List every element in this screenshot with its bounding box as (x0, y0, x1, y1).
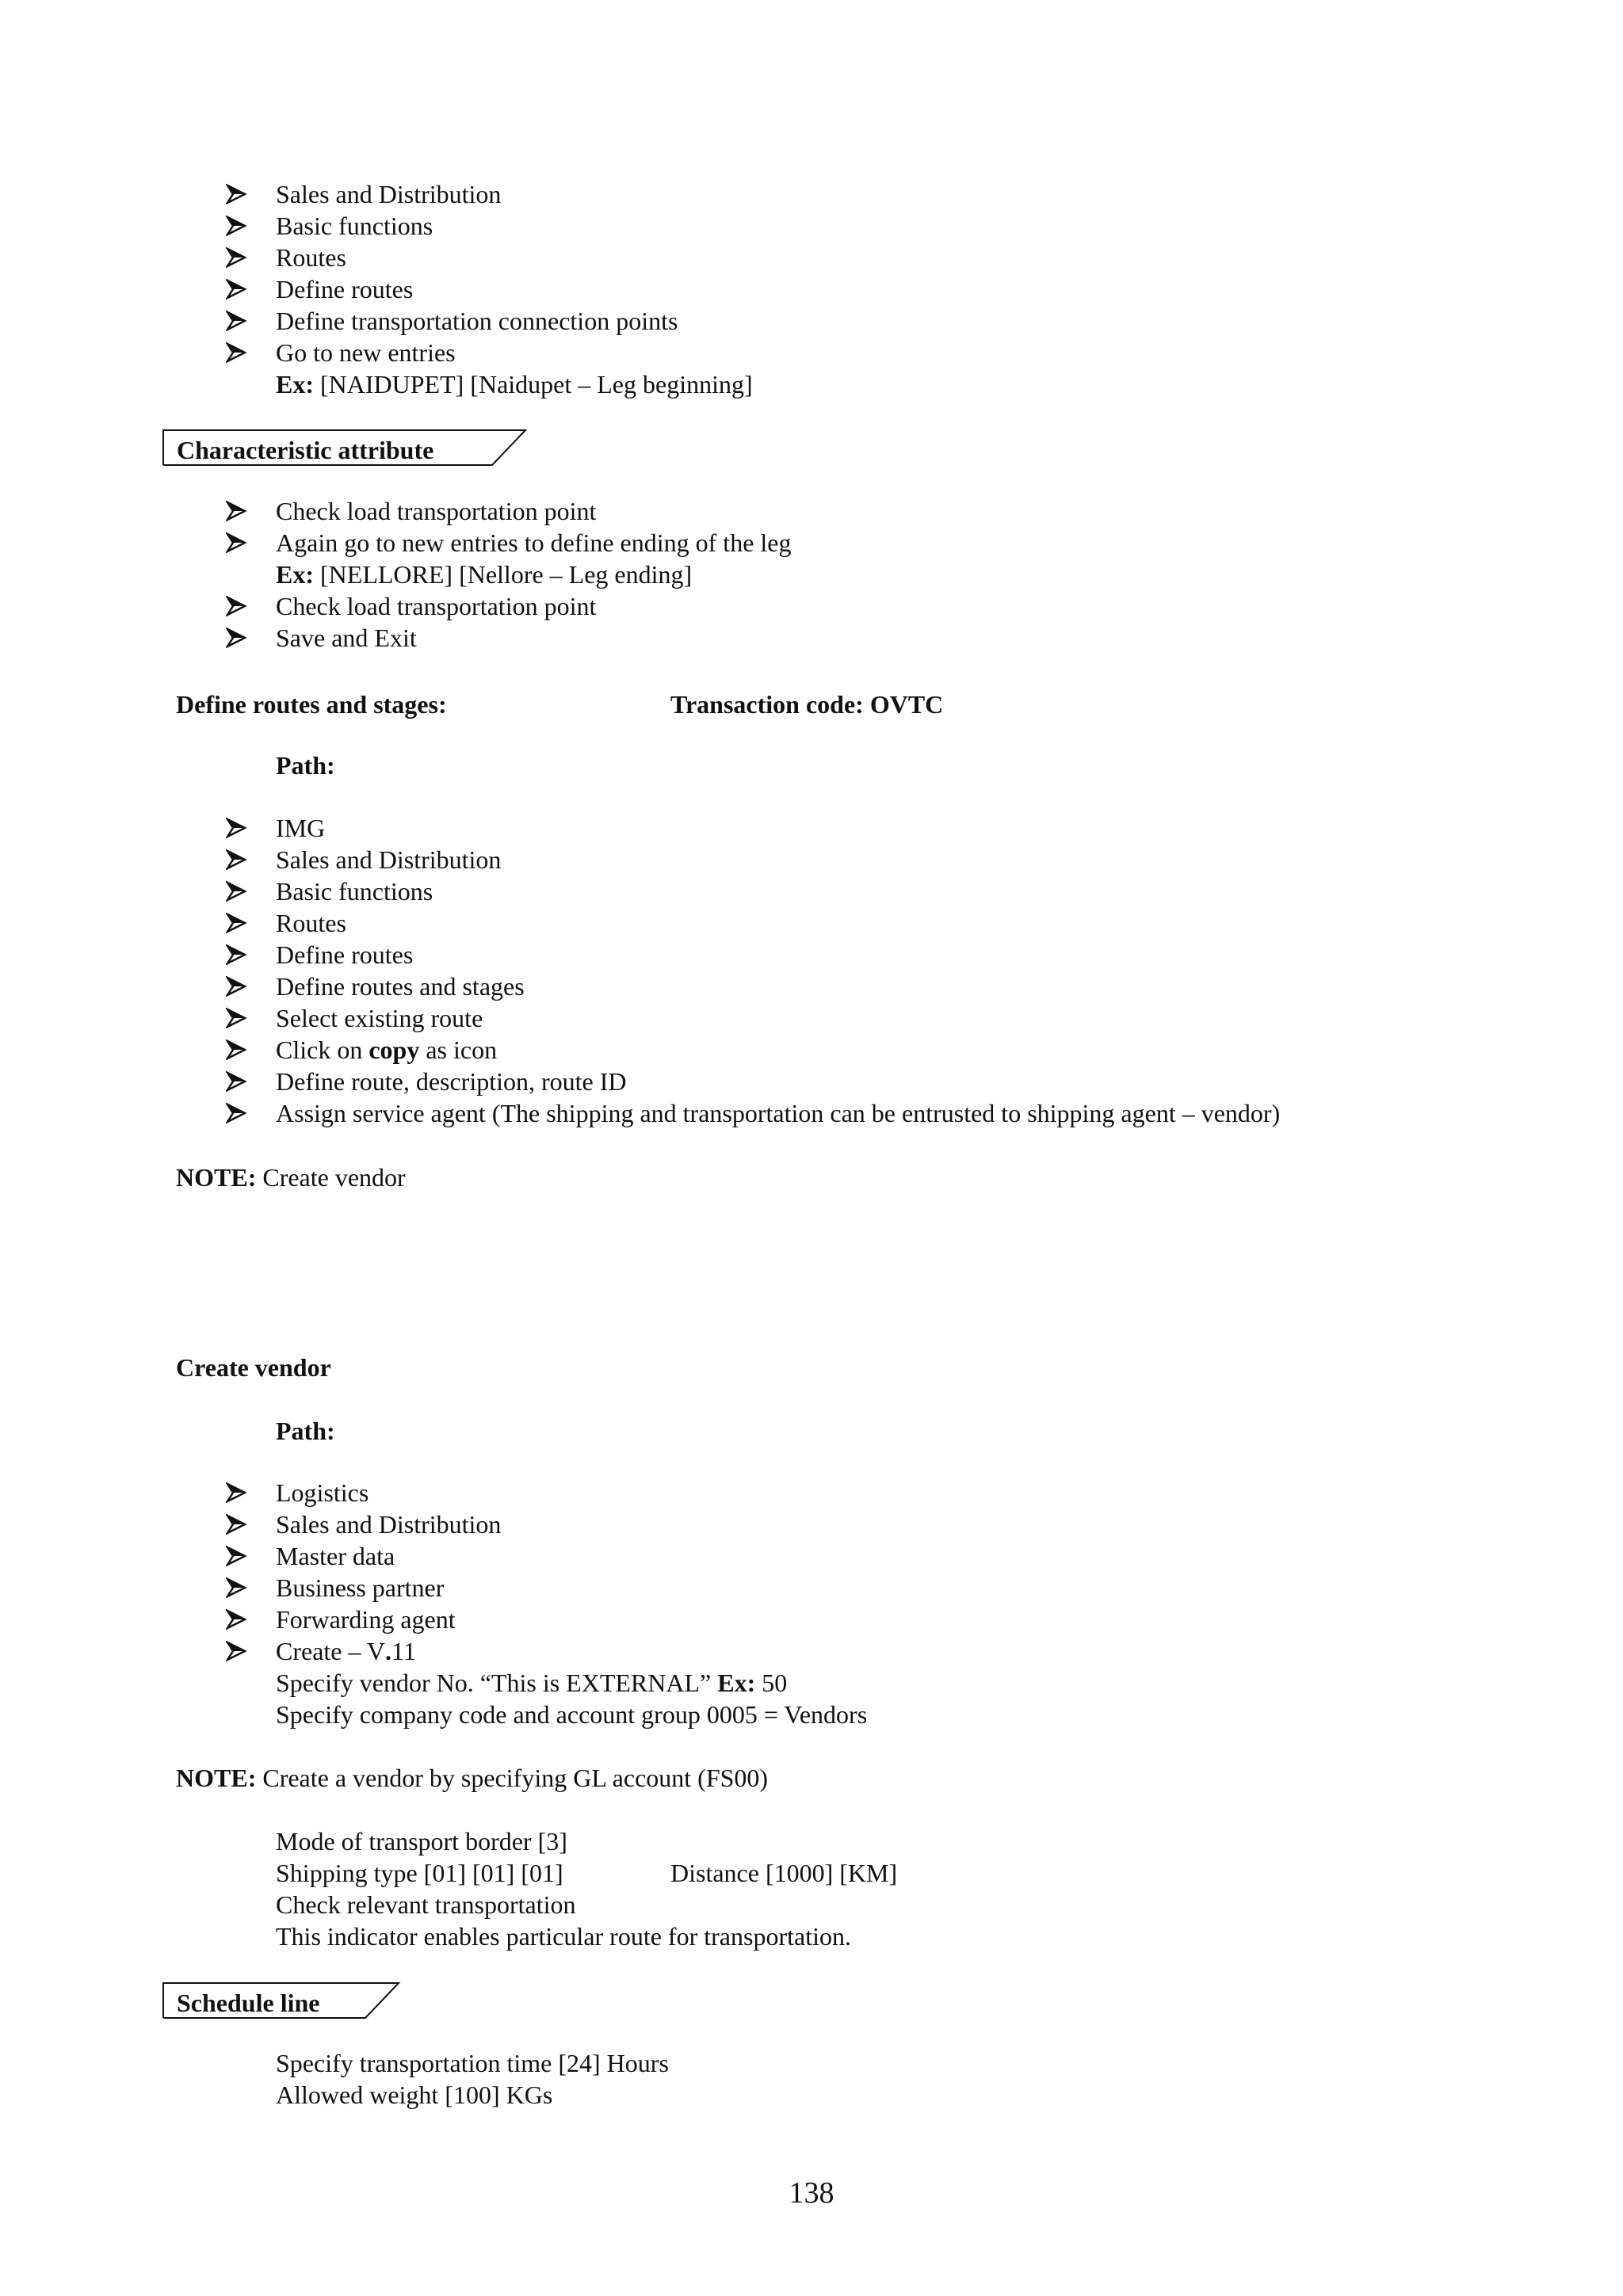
bullet-arrow-icon (226, 1641, 246, 1661)
bullet-arrow-icon (226, 849, 246, 870)
shipping-type: Shipping type [01] [01] [01] (276, 1859, 563, 1887)
bullet-arrow-icon (226, 247, 246, 268)
vendor-number-line: Specify vendor No. “This is EXTERNAL” Ex: 50 (276, 1669, 788, 1697)
bullet-arrow-icon (226, 342, 246, 363)
path-label: Path: (276, 751, 335, 780)
check-relevant-transportation: Check relevant transportation (276, 1890, 576, 1919)
list-item: IMG (276, 814, 326, 842)
list-item-click-copy: Click on copy as icon (276, 1035, 498, 1064)
bullet-arrow-icon (226, 184, 246, 204)
list-item: Logistics (276, 1478, 369, 1507)
allowed-weight: Allowed weight [100] KGs (276, 2081, 553, 2109)
company-code-line: Specify company code and account group 0005 = Vendors (276, 1700, 868, 1729)
bullet-arrow-icon (226, 215, 246, 236)
note-gl-account: NOTE: Create a vendor by specifying GL account (FS00) (176, 1764, 769, 1792)
list-item: Sales and Distribution (276, 1510, 502, 1539)
transportation-time: Specify transportation time [24] Hours (276, 2049, 669, 2077)
list-item: Check load transportation point (276, 497, 597, 525)
section-title-define-routes: Define routes and stages: (176, 690, 447, 719)
bullet-arrow-icon (226, 818, 246, 838)
bullet-arrow-icon (226, 279, 246, 299)
list-item: Define routes (276, 940, 414, 969)
indicator-description: This indicator enables particular route for transportation. (276, 1922, 851, 1951)
bullet-arrow-icon (226, 1514, 246, 1535)
page-number: 138 (789, 2176, 834, 2210)
distance: Distance [1000] [KM] (670, 1859, 898, 1887)
list-item: Again go to new entries to define ending of the leg (276, 528, 792, 557)
list-item: Check load transportation point (276, 592, 597, 620)
path-label: Path: (276, 1417, 335, 1445)
list-item: Sales and Distribution (276, 180, 502, 208)
bullet-arrow-icon (226, 1609, 246, 1630)
list-item: Basic functions (276, 212, 433, 240)
bullet-arrow-icon (226, 501, 246, 521)
section-tag-schedule-line: Schedule line (162, 1982, 400, 2019)
list-item: Forwarding agent (276, 1605, 456, 1634)
list-item: Routes (276, 909, 346, 937)
bullet-arrow-icon (226, 596, 246, 616)
list-item: Assign service agent (The shipping and transportation can be entrusted to shipping agent – vendor) (276, 1099, 1281, 1127)
example-leg-beginning: Ex: [NAIDUPET] [Naidupet – Leg beginning] (276, 370, 753, 399)
bullet-arrow-icon (226, 1482, 246, 1503)
bullet-arrow-icon (226, 532, 246, 553)
bullet-arrow-icon (226, 1008, 246, 1028)
bullet-arrow-icon (226, 881, 246, 902)
bullet-arrow-icon (226, 1039, 246, 1060)
bullet-arrow-icon (226, 1103, 246, 1123)
section-tag-characteristic-attribute: Characteristic attribute (162, 429, 527, 466)
bullet-arrow-icon (226, 976, 246, 997)
bullet-arrow-icon (226, 311, 246, 331)
list-item: Go to new entries (276, 338, 456, 367)
bullet-arrow-icon (226, 1071, 246, 1092)
list-item: Master data (276, 1542, 395, 1570)
transaction-code: Transaction code: OVTC (670, 690, 944, 719)
example-leg-ending: Ex: [NELLORE] [Nellore – Leg ending] (276, 560, 693, 589)
list-item-create-v11: Create – V.11 (276, 1637, 416, 1665)
list-item: Save and Exit (276, 624, 417, 652)
list-item: Routes (276, 243, 346, 272)
list-item: Define route, description, route ID (276, 1067, 627, 1096)
list-item: Business partner (276, 1573, 445, 1602)
section-title-create-vendor: Create vendor (176, 1353, 331, 1382)
list-item: Define routes (276, 275, 414, 303)
bullet-arrow-icon (226, 944, 246, 965)
list-item: Define transportation connection points (276, 307, 678, 335)
bullet-arrow-icon (226, 627, 246, 648)
bullet-arrow-icon (226, 1577, 246, 1598)
list-item: Define routes and stages (276, 972, 525, 1001)
mode-of-transport: Mode of transport border [3] (276, 1827, 567, 1855)
bullet-arrow-icon (226, 913, 246, 933)
note-create-vendor: NOTE: Create vendor (176, 1163, 406, 1192)
list-item: Basic functions (276, 877, 433, 906)
bullet-arrow-icon (226, 1546, 246, 1566)
list-item: Select existing route (276, 1004, 483, 1032)
list-item: Sales and Distribution (276, 845, 502, 874)
